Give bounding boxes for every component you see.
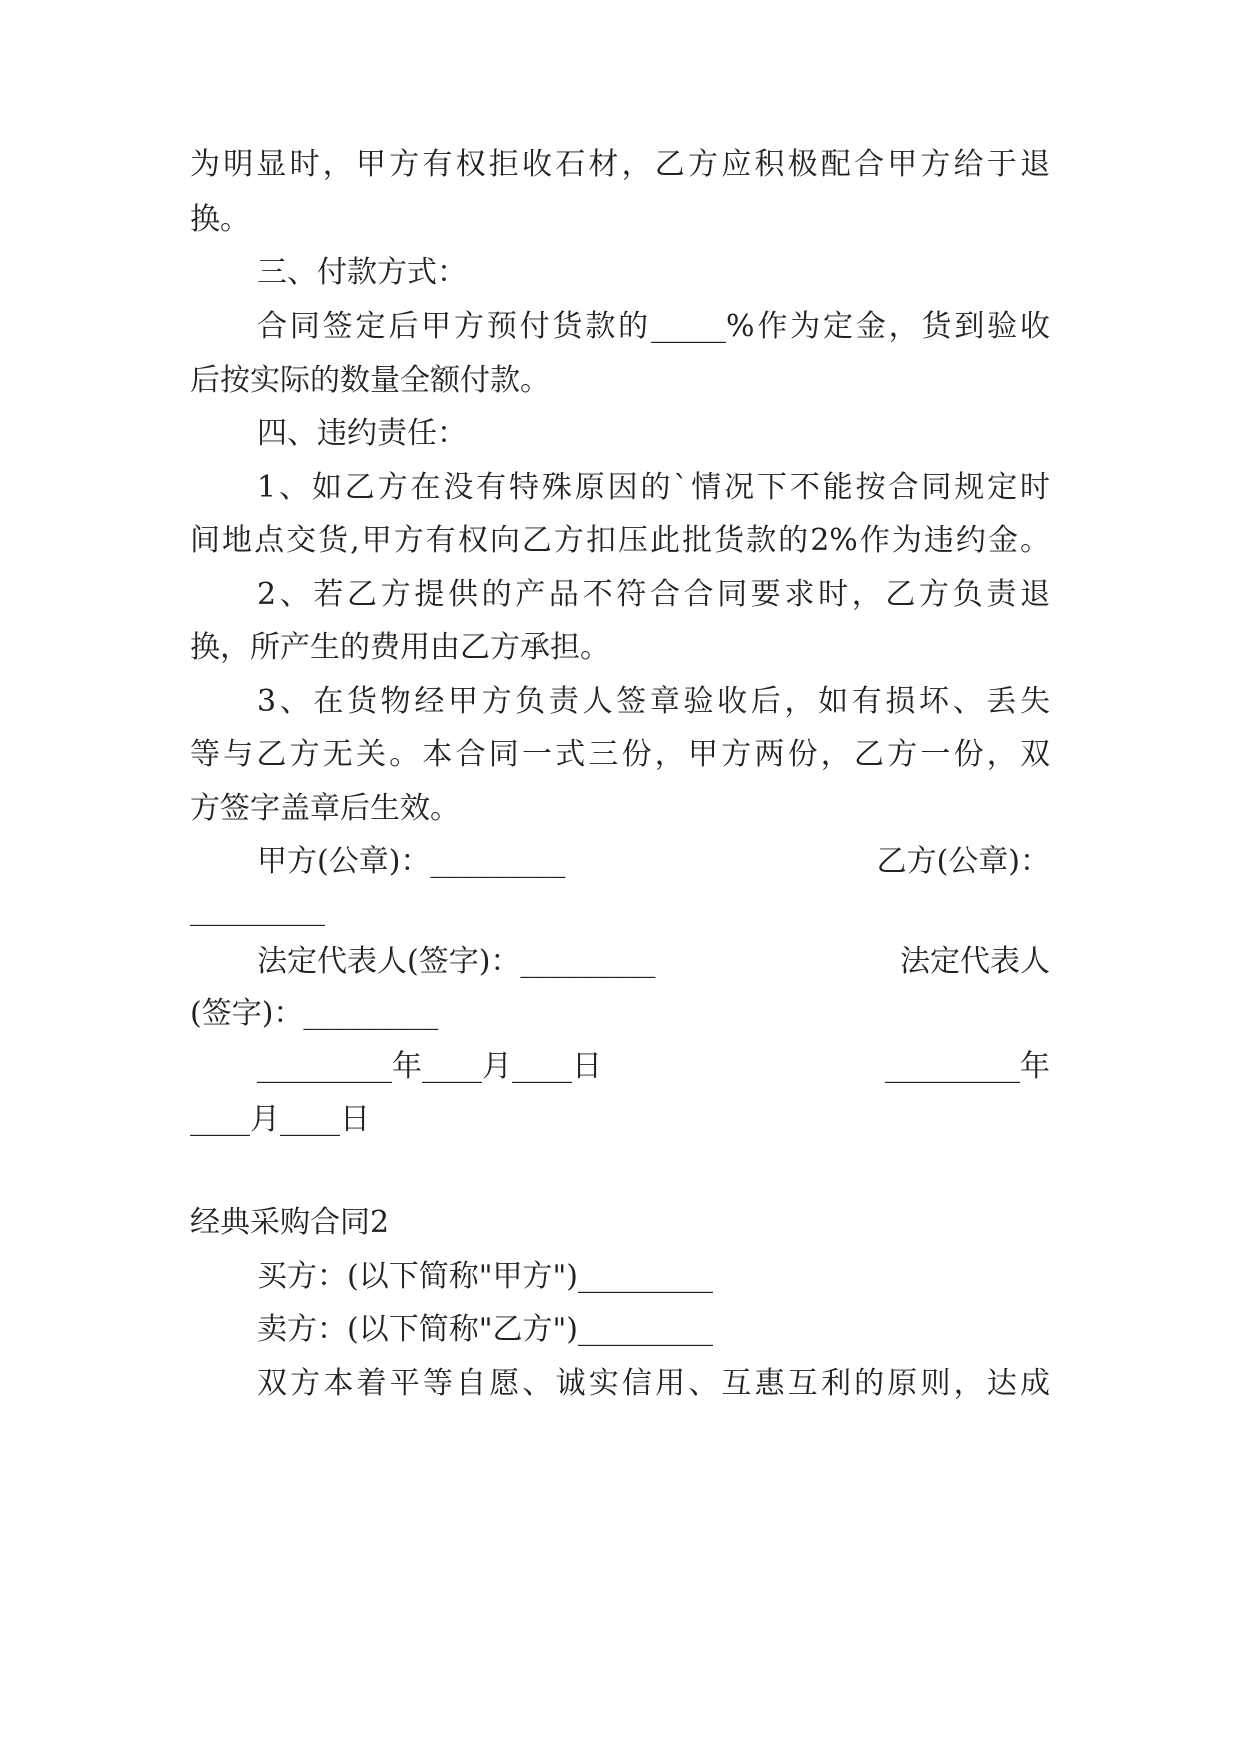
contract-title: 经典采购合同2 <box>190 1205 390 1240</box>
party-b-date-cont: ____月____日 <box>190 1102 370 1137</box>
paragraph-line: 合同签定后甲方预付货款的_____%作为定金，货到验收 <box>257 309 1050 344</box>
paragraph-line: 为明显时，甲方有权拒收石材，乙方应积极配合甲方给于退 <box>190 147 1050 182</box>
paragraph-line: 方签字盖章后生效。 <box>190 791 460 826</box>
party-a-seal: 甲方(公章)：_________ <box>257 844 566 879</box>
paragraph-line: 1、如乙方在没有特殊原因的`情况下不能按合同规定时 <box>257 470 1050 505</box>
paragraph-line: 换。 <box>190 202 250 237</box>
paragraph-line: 后按实际的数量全额付款。 <box>190 363 550 398</box>
party-b-seal-blank: _________ <box>190 892 325 927</box>
paragraph-line: 双方本着平等自愿、诚实信用、互惠互利的原则，达成 <box>257 1366 1050 1401</box>
party-a-date: _________年____月____日 <box>257 1049 602 1084</box>
paragraph-line: 换，所产生的费用由乙方承担。 <box>190 630 610 665</box>
paragraph-line: 3、在货物经甲方负责人签章验收后，如有损坏、丢失 <box>257 684 1050 719</box>
party-a-representative: 法定代表人(签字)：_________ <box>257 944 656 979</box>
signature-rep-row <box>257 942 1050 982</box>
paragraph-line: 间地点交货,甲方有权向乙方扣压此批货款的2%作为违约金。 <box>190 523 1050 558</box>
paragraph-line: 2、若乙方提供的产品不符合合同要求时，乙方负责退 <box>257 577 1050 612</box>
party-b-representative: 法定代表人 <box>900 944 1050 979</box>
signature-date-row <box>257 1047 1050 1087</box>
signature-seal-row <box>257 842 1050 882</box>
party-b-representative-cont: (签字)：_________ <box>190 996 439 1031</box>
section-heading-liability: 四、违约责任： <box>257 416 467 451</box>
paragraph-line: 等与乙方无关。本合同一式三份，甲方两份，乙方一份，双 <box>190 737 1050 772</box>
seller-line: 卖方：(以下简称"乙方")_________ <box>257 1312 714 1347</box>
party-b-seal: 乙方(公章)： <box>876 844 1050 879</box>
party-b-date: _________年 <box>885 1049 1050 1084</box>
section-heading-payment: 三、付款方式： <box>257 255 467 290</box>
buyer-line: 买方：(以下简称"甲方")_________ <box>257 1259 714 1294</box>
